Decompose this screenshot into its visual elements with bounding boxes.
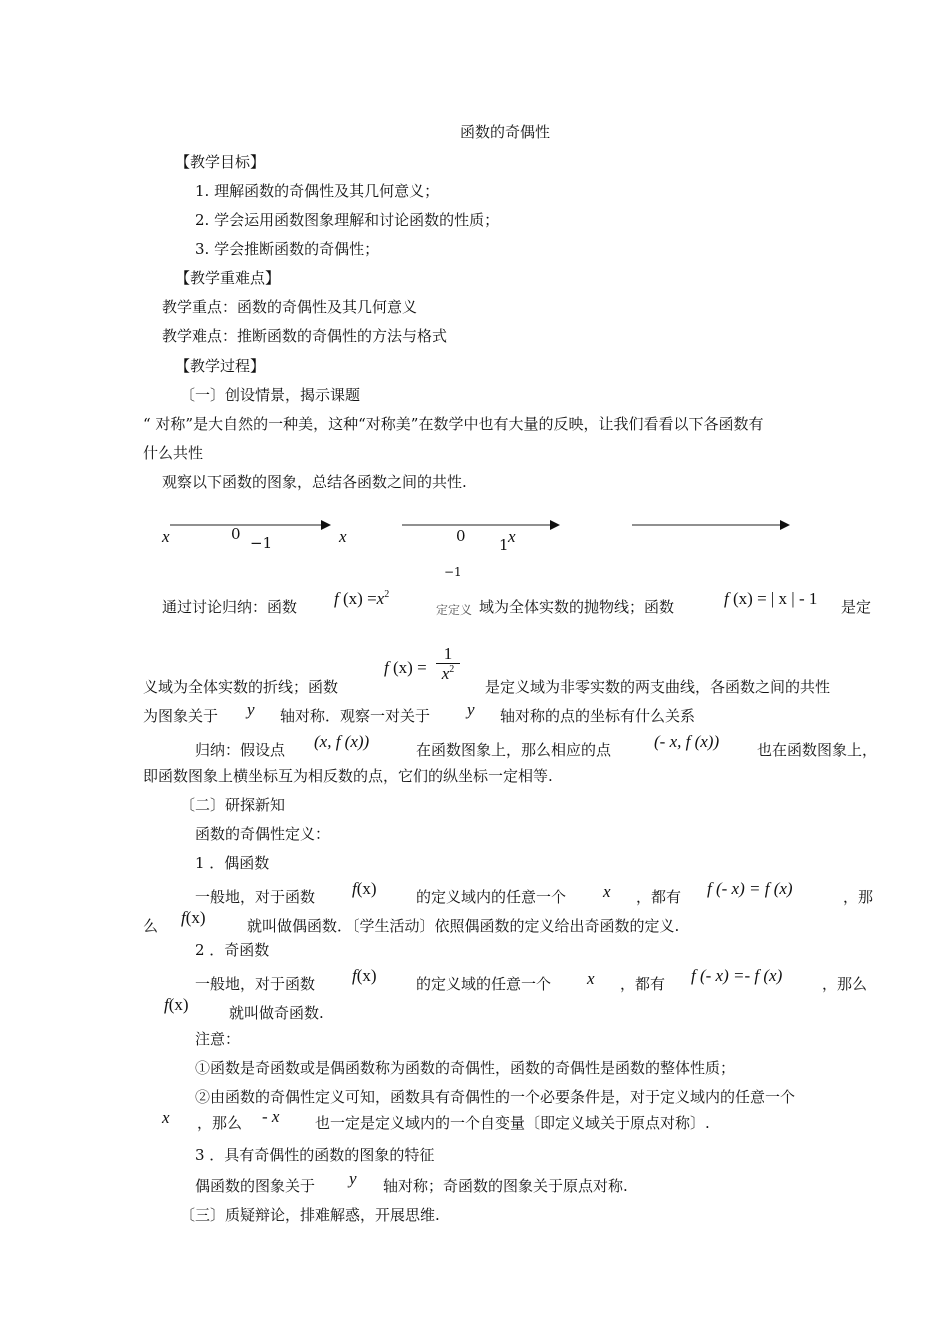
intro-line-1: “ 对称”是大自然的一种美，这种“对称美”在数学中也有大量的反映，让我们看看以下各函数有 — [143, 415, 764, 433]
definition-title: 函数的奇偶性定义： — [195, 825, 331, 843]
graph-2-x: x — [508, 527, 516, 546]
summary-b2: 是定义域为非零实数的两支曲线，各函数之间的共性 — [485, 678, 831, 696]
graph-3-axis — [630, 519, 795, 531]
graph-2-zero: 0 — [456, 527, 466, 545]
feature-title: 3 ．具有奇偶性的函数的图象的特征 — [195, 1146, 435, 1164]
even-b: 的定义域内的任意一个 — [416, 888, 567, 906]
section-3-title: 〔三〕质疑辩论，排难解惑，开展思维. — [180, 1206, 440, 1224]
graph-1-axis — [165, 519, 335, 531]
graph-1-x-right: x — [339, 527, 347, 546]
page-title: 函数的奇偶性 — [460, 123, 551, 141]
objective-item: 1. 理解函数的奇偶性及其几何意义； — [195, 182, 440, 200]
odd-equation: f (- x) =- f (x) — [691, 966, 783, 985]
section-2-title: 〔二〕研探新知 — [180, 796, 286, 814]
even-equation: f (- x) = f (x) — [707, 879, 793, 898]
var-x: x — [162, 1108, 170, 1127]
fx-symbol: f(x) — [164, 995, 189, 1014]
feature-a: 偶函数的图象关于 — [195, 1177, 316, 1195]
note-title: 注意： — [195, 1030, 241, 1048]
odd-a: 一般地，对于函数 — [195, 975, 316, 993]
note-1: ①函数是奇函数或是偶函数称为函数的奇偶性，函数的奇偶性是函数的整体性质； — [195, 1059, 736, 1077]
point-negx-fx: (- x, f (x)) — [654, 732, 720, 751]
summary-b1: 义域为全体实数的折线；函数 — [143, 678, 339, 696]
formula-reciprocal-fraction: $\frac{1}{x^2}$ — [436, 645, 460, 687]
hard-point: 教学难点：推断函数的奇偶性的方法与格式 — [162, 327, 448, 345]
graph-1-zero: 0 — [231, 525, 241, 543]
objectives-heading: 【教学目标】 — [175, 153, 266, 171]
var-y: y — [467, 700, 475, 719]
summary-a2: 定定义 — [436, 603, 473, 617]
objective-item: 3. 学会推断函数的奇偶性； — [195, 240, 380, 258]
even-function-title: 1 ．偶函数 — [195, 854, 270, 872]
observe-line: 观察以下函数的图象，总结各函数之间的共性. — [162, 473, 467, 491]
even-c: ，都有 — [636, 888, 682, 906]
summary-a1: 通过讨论归纳：函数 — [162, 598, 298, 616]
graph-2-neg1: −1 — [444, 565, 462, 579]
graph-1-neg1: −1 — [250, 534, 273, 552]
graph-1-x-left: x — [162, 527, 170, 546]
odd-d: ，那么 — [822, 975, 868, 993]
var-y: y — [349, 1169, 357, 1188]
objective-item: 2. 学会运用函数图象理解和讨论函数的性质； — [195, 211, 500, 229]
note-2c: 也一定是定义域内的一个自变量〔即定义域关于原点对称〕. — [315, 1114, 710, 1132]
odd-f: 就叫做奇函数. — [229, 1004, 324, 1022]
formula-reciprocal-lhs: f (x) = — [384, 658, 427, 677]
note-2b: ，那么 — [197, 1114, 243, 1132]
fx-symbol: f(x) — [352, 966, 377, 985]
feature-b: 轴对称；奇函数的图象关于原点对称. — [383, 1177, 628, 1195]
note-2: ②由函数的奇偶性定义可知，函数具有奇偶性的一个必要条件是，对于定义域内的任意一个 — [195, 1088, 796, 1106]
var-x: x — [587, 969, 595, 988]
summary-d2: 在函数图象上，那么相应的点 — [416, 741, 612, 759]
even-e: 么 — [143, 917, 159, 935]
process-heading: 【教学过程】 — [175, 357, 266, 375]
summary-c2: 轴对称．观察一对关于 — [280, 707, 431, 725]
difficulty-heading: 【教学重难点】 — [175, 269, 281, 287]
fx-symbol: f(x) — [352, 879, 377, 898]
point-x-fx: (x, f (x)) — [314, 732, 370, 751]
key-point: 教学重点：函数的奇偶性及其几何意义 — [162, 298, 418, 316]
var-y: y — [247, 700, 255, 719]
var-x: x — [603, 882, 611, 901]
summary-c3: 轴对称的点的坐标有什么关系 — [500, 707, 696, 725]
even-a: 一般地，对于函数 — [195, 888, 316, 906]
section-1-title: 〔一〕创设情景，揭示课题 — [180, 386, 361, 404]
formula-square: f $(x) =x^2$ — [334, 589, 390, 608]
fx-symbol: f(x) — [181, 908, 206, 927]
summary-e1: 即函数图象上横坐标互为相反数的点，它们的纵坐标一定相等. — [143, 767, 553, 785]
even-d: ，那 — [843, 888, 874, 906]
formula-abs: f (x) = | x | - 1 — [724, 589, 818, 608]
summary-a4: 是定 — [841, 598, 872, 616]
even-f: 就叫做偶函数．〔学生活动〕依照偶函数的定义给出奇函数的定义. — [247, 917, 680, 935]
summary-d3: 也在函数图象上， — [757, 741, 878, 759]
summary-a3: 域为全体实数的抛物线；函数 — [479, 598, 675, 616]
odd-c: ，都有 — [620, 975, 666, 993]
intro-line-2: 什么共性 — [143, 444, 204, 462]
neg-x: - x — [262, 1107, 280, 1126]
graph-2-axis — [400, 519, 565, 531]
odd-function-title: 2 ．奇函数 — [195, 941, 270, 959]
graph-2-one: 1 — [499, 536, 509, 554]
odd-b: 的定义域的任意一个 — [416, 975, 552, 993]
summary-d1: 归纳：假设点 — [195, 741, 286, 759]
summary-c1: 为图象关于 — [143, 707, 219, 725]
